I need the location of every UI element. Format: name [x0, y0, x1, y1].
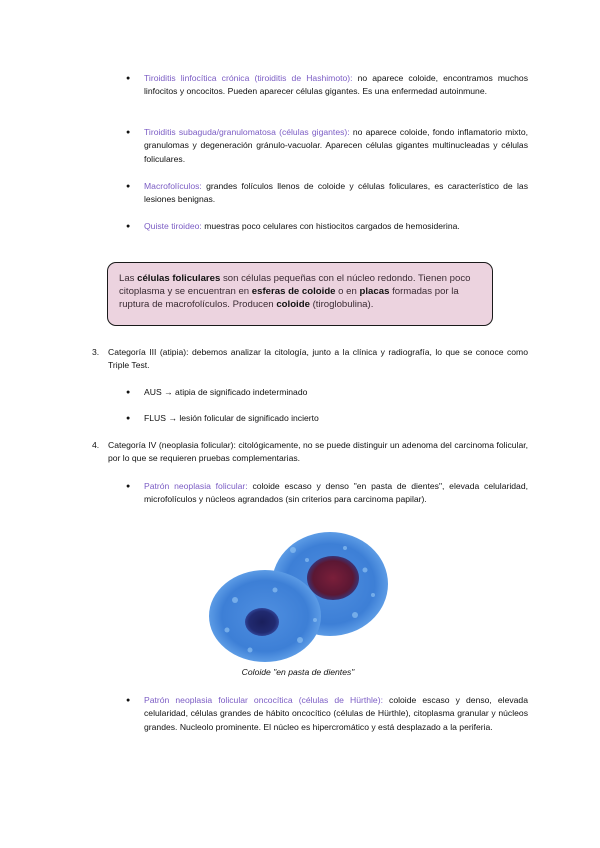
- nucleus-left: [245, 608, 279, 636]
- figure-caption: Coloide "en pasta de dientes": [241, 667, 355, 677]
- callout-box: [107, 262, 493, 326]
- callout-bold: placas: [359, 286, 390, 297]
- list-number: 3.: [92, 347, 100, 357]
- list-item-subaguda: [144, 126, 528, 166]
- term-label: Quiste tiroideo:: [144, 221, 202, 231]
- list-item-hashimoto: [144, 72, 528, 99]
- item-text: FLUS → lesión folicular de significado incierto: [144, 413, 319, 423]
- callout-text: (tiroglobulina).: [309, 299, 374, 310]
- term-label: Tiroiditis linfocítica crónica (tiroiditis de Hashimoto):: [144, 73, 353, 83]
- category-3: [92, 346, 528, 373]
- callout-bold: células foliculares: [137, 273, 221, 284]
- callout-text: o en: [335, 286, 360, 297]
- micrograph-image: [205, 530, 391, 663]
- category-text: Categoría IV (neoplasia folicular): citológicamente, no se puede distinguir un adenoma del carcinoma folicular, por lo que se requieren pruebas complementarias.: [108, 440, 528, 464]
- item-text: muestras poco celulares con histiocitos cargados de hemosiderina.: [201, 221, 460, 231]
- list-item-flus: [144, 412, 528, 425]
- term-label: Macrofolículos:: [144, 181, 202, 191]
- list-item-patron-oncocitica: [144, 694, 528, 734]
- callout-text: son células pequeñas con el núcleo redondo. Tienen poco citoplasma y se encuentran en: [119, 273, 471, 297]
- cell-micrograph: [205, 530, 391, 663]
- callout-bold: esferas de coloide: [251, 286, 336, 297]
- category-4: [92, 439, 528, 466]
- list-item-macrofoliculos: [144, 180, 528, 207]
- callout-text: Las: [119, 273, 138, 284]
- item-text: coloide escaso y denso "en pasta de dientes", elevada celularidad, microfolículos y núcleos agrandados (sin criterios para carcinoma papilar).: [144, 481, 528, 505]
- nucleus-right: [307, 556, 359, 600]
- list-item-quiste: [144, 220, 528, 233]
- list-number: 4.: [92, 440, 100, 450]
- list-item-patron-folicular: [144, 480, 528, 507]
- category-text: Categoría III (atipia): debemos analizar la citología, junto a la clínica y radiografía, lo que se conoce como Triple Test.: [108, 347, 528, 371]
- item-text: no aparece coloide, fondo inflamatorio mixto, granulomas y degeneración gránulo-vacuolar. Aparecen células gigantes multinucleadas y células foliculares.: [144, 127, 528, 164]
- item-text: grandes folículos llenos de coloide y células foliculares, es característico de las lesiones benignas.: [144, 181, 528, 205]
- term-label: Patrón neoplasia folicular oncocítica (células de Hürthle):: [144, 695, 383, 705]
- callout-text: formadas por la ruptura de macrofolículos. Producen: [119, 286, 459, 310]
- item-text: no aparece coloide, encontramos muchos linfocitos y oncocitos. Pueden aparecer células gigantes. Es una enfermedad autoinmune.: [144, 73, 528, 97]
- list-item-aus: [144, 386, 528, 399]
- item-text: coloide escaso y denso, elevada celularidad, células grandes de hábito oncocítico (células de Hürthle), citoplasma granular y núcleos grandes. Nucleolo prominente. El núcleo es hipercromático y está desplazado a la periferia.: [144, 695, 528, 732]
- item-text: AUS → atipia de significado indeterminado: [144, 387, 308, 397]
- term-label: Patrón neoplasia folicular:: [144, 481, 248, 491]
- term-label: Tiroiditis subaguda/granulomatosa (células gigantes):: [144, 127, 350, 137]
- callout-bold: coloide: [276, 299, 310, 310]
